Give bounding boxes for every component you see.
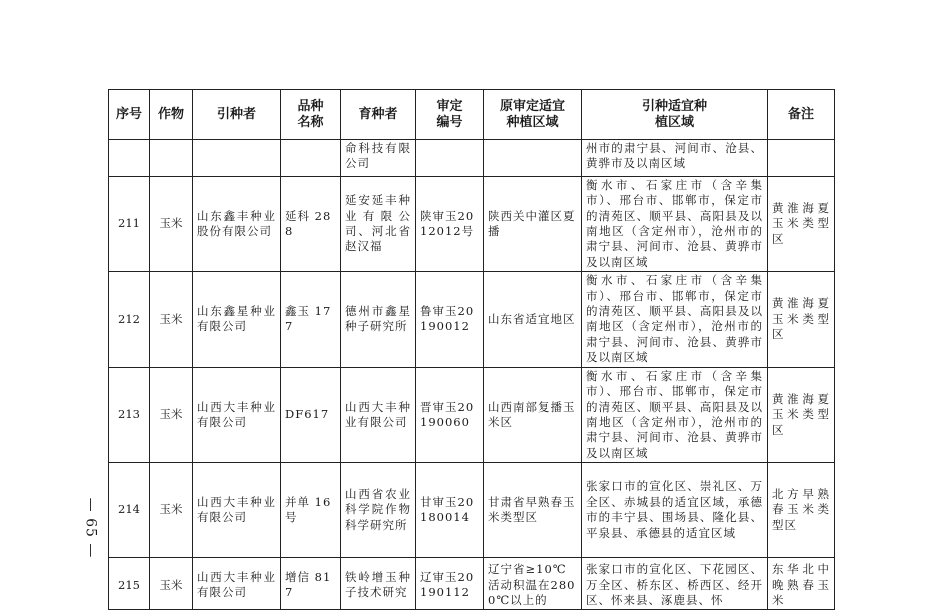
cell-intro-area: 张家口市的宣化区、下花园区、万全区、桥东区、桥西区、经开区、怀来县、涿鹿县、怀 <box>582 558 768 610</box>
header-crop: 作物 <box>150 90 193 140</box>
table-row <box>109 272 835 367</box>
header-breeder: 育种者 <box>341 90 416 140</box>
cell-intro-area: 衡水市、石家庄市（含辛集市）、邢台市、邯郸市，保定市的清苑区、顺平县、高阳县及以南地区（含定州市），沧州市的肃宁县、河间市、沧县、黄骅市及以南区域 <box>582 367 768 462</box>
cell-variety: 增信 817 <box>281 558 341 610</box>
cell-approval: 晋审玉20190060 <box>416 367 484 462</box>
header-introducer: 引种者 <box>193 90 281 140</box>
cell-variety: 延科 288 <box>281 176 341 271</box>
cell-variety: 鑫玉 177 <box>281 272 341 367</box>
cell-orig-area: 甘肃省早熟春玉米类型区 <box>484 463 582 558</box>
cell-approval: 甘审玉20180014 <box>416 463 484 558</box>
cell-introducer: 山西大丰种业有限公司 <box>193 558 281 610</box>
cell-introducer: 山东鑫丰种业股份有限公司 <box>193 176 281 271</box>
cell-remark: 黄淮海夏玉米类型区 <box>768 272 835 367</box>
cell-intro-area: 衡水市、石家庄市（含辛集市）、邢台市、邯郸市，保定市的清苑区、顺平县、高阳县及以南地区（含定州市），沧州市的肃宁县、河间市、沧县、黄骅市及以南区域 <box>582 176 768 271</box>
cell-introducer: 山西大丰种业有限公司 <box>193 463 281 558</box>
cell-breeder: 山西大丰种业有限公司 <box>341 367 416 462</box>
header-orig-area: 原审定适宜种植区域 <box>484 90 582 140</box>
cell-orig-area: 山东省适宜地区 <box>484 272 582 367</box>
header-remark: 备注 <box>768 90 835 140</box>
variety-table <box>108 89 835 610</box>
cell-crop: 玉米 <box>150 367 193 462</box>
cell-variety: 并单 16 号 <box>281 463 341 558</box>
header-seq: 序号 <box>109 90 150 140</box>
page-number: — 65 — <box>82 497 98 559</box>
cell-crop: 玉米 <box>150 176 193 271</box>
cell-seq: 214 <box>109 463 150 558</box>
cell-intro-area: 州市的肃宁县、河间市、沧县、黄骅市及以南区域 <box>582 140 768 177</box>
cell-approval: 辽审玉20190112 <box>416 558 484 610</box>
cell-seq: 211 <box>109 176 150 271</box>
cell-remark: 北方早熟春玉米类型区 <box>768 463 835 558</box>
header-intro-area: 引种适宜种植区域 <box>582 90 768 140</box>
table-row <box>109 367 835 462</box>
cell-seq: 215 <box>109 558 150 610</box>
cell-breeder: 铁岭增玉种子技术研究 <box>341 558 416 610</box>
cell-crop: 玉米 <box>150 463 193 558</box>
cell-seq: 212 <box>109 272 150 367</box>
cell-breeder: 延安延丰种业有限公司、河北省赵汉福 <box>341 176 416 271</box>
cell-crop: 玉米 <box>150 558 193 610</box>
table-row <box>109 176 835 271</box>
cell-approval: 陕审玉2012012号 <box>416 176 484 271</box>
header-variety: 品种名称 <box>281 90 341 140</box>
cell-breeder: 山西省农业科学院作物科学研究所 <box>341 463 416 558</box>
cell-intro-area: 张家口市的宣化区、崇礼区、万全区、赤城县的适宜区域，承德市的丰宁县、围场县、隆化县、平泉县、承德县的适宜区域 <box>582 463 768 558</box>
cell-breeder: 命科技有限公司 <box>341 140 416 177</box>
cell-introducer: 山东鑫星种业有限公司 <box>193 272 281 367</box>
header-row <box>109 90 835 140</box>
cell-approval: 鲁审玉20190012 <box>416 272 484 367</box>
cell-orig-area: 陕西关中灌区夏播 <box>484 176 582 271</box>
table-row-continued <box>109 140 835 177</box>
cell-variety: DF617 <box>281 367 341 462</box>
cell-intro-area: 衡水市、石家庄市（含辛集市）、邢台市、邯郸市，保定市的清苑区、顺平县、高阳县及以南地区（含定州市），沧州市的肃宁县、河间市、沧县、黄骅市及以南区域 <box>582 272 768 367</box>
cell-remark: 黄淮海夏玉米类型区 <box>768 176 835 271</box>
cell-crop: 玉米 <box>150 272 193 367</box>
cell-remark: 黄淮海夏玉米类型区 <box>768 367 835 462</box>
cell-breeder: 德州市鑫星种子研究所 <box>341 272 416 367</box>
table-row <box>109 558 835 610</box>
cell-orig-area: 山西南部复播玉米区 <box>484 367 582 462</box>
cell-remark: 东华北中晚熟春玉米 <box>768 558 835 610</box>
cell-orig-area: 辽宁省≥10℃活动积温在2800℃以上的 <box>484 558 582 610</box>
header-approval: 审定编号 <box>416 90 484 140</box>
table-row <box>109 463 835 558</box>
cell-introducer: 山西大丰种业有限公司 <box>193 367 281 462</box>
cell-seq: 213 <box>109 367 150 462</box>
